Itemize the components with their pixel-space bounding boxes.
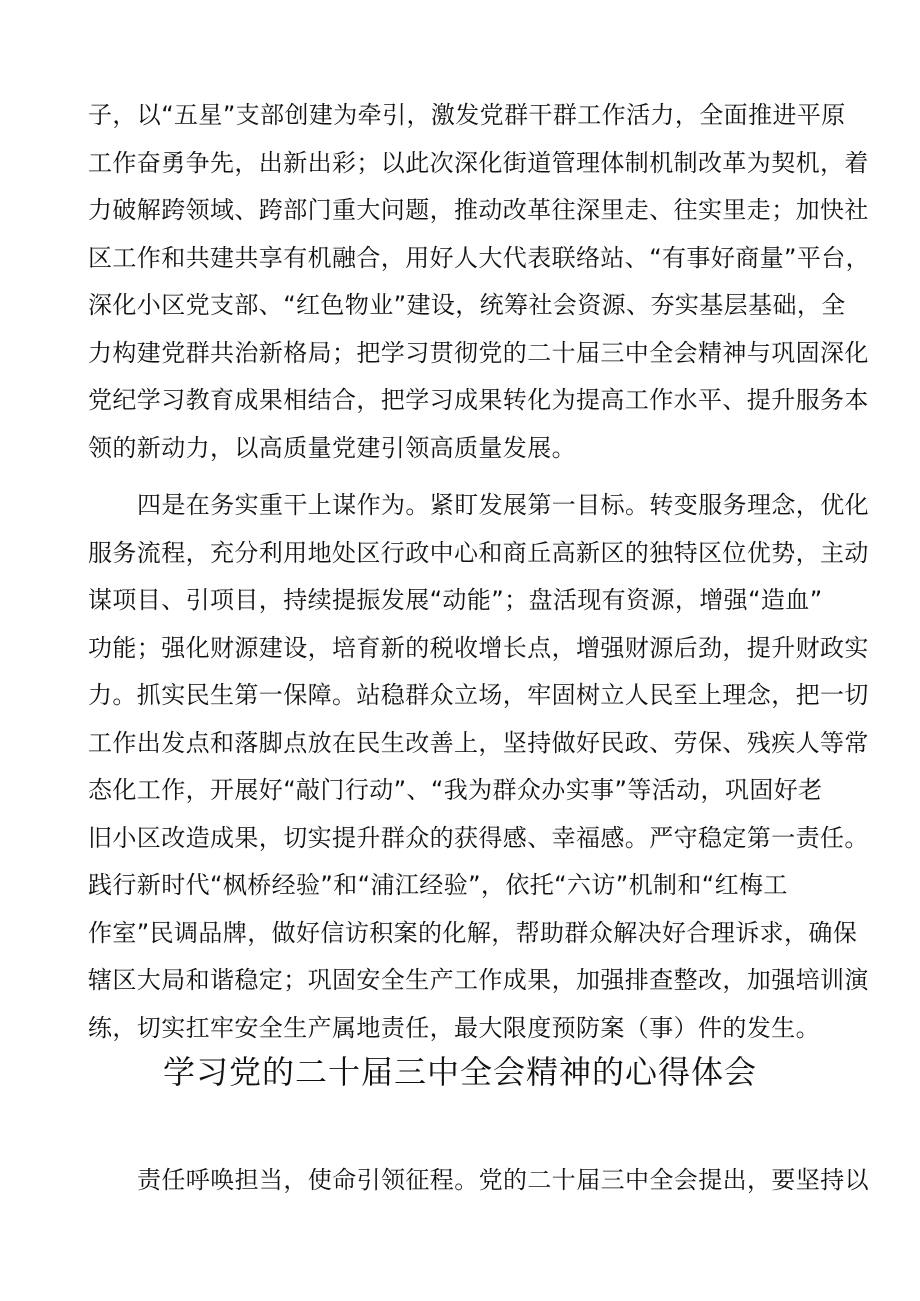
- paragraph-2-line-3: 谋项目、引项目，持续提振发展“动能”；盘活现有资源，增强“造血”: [88, 586, 823, 614]
- paragraph-2-line-8: 旧小区改造成果，切实提升群众的获得感、幸福感。严守稳定第一责任。: [88, 824, 869, 852]
- paragraph-1-line-2: 工作奋勇争先，出新出彩；以此次深化街道管理体制机制改革为契机，着: [88, 149, 869, 177]
- paragraph-1-line-3: 力破解跨领域、跨部门重大问题，推动改革往深里走、往实里走；加快社: [88, 196, 869, 224]
- paragraph-2-line-4: 功能；强化财源建设，培育新的税收增长点，增强财源后劲，提升财政实: [88, 634, 869, 662]
- paragraph-2-line-2: 服务流程，充分利用地处区行政中心和商丘高新区的独特区位优势，主动: [88, 539, 869, 567]
- paragraph-1-line-8: 领的新动力，以高质量党建引领高质量发展。: [88, 434, 576, 462]
- paragraph-2-line-7: 态化工作，开展好“敲门行动”、“我为群众办实事”等活动，巩固好老: [88, 776, 823, 804]
- paragraph-2-line-6: 工作出发点和落脚点放在民生改善上，坚持做好民政、劳保、残疾人等常: [88, 729, 869, 757]
- paragraph-1-line-5: 深化小区党支部、“红色物业”建设，统筹社会资源、夯实基层基础，全: [88, 291, 846, 319]
- paragraph-2-line-9: 践行新时代“枫桥经验”和“浦江经验”，依托“六访”机制和“红梅工: [88, 871, 788, 899]
- paragraph-3-line-1: 责任呼唤担当，使命引领征程。党的二十届三中全会提出，要坚持以: [137, 1166, 869, 1194]
- paragraph-2-line-5: 力。抓实民生第一保障。站稳群众立场，牢固树立人民至上理念，把一切: [88, 681, 869, 709]
- paragraph-2-line-10: 作室”民调品牌，做好信访积案的化解，帮助群众解决好合理诉求，确保: [88, 919, 858, 947]
- section-title: 学习党的二十届三中全会精神的心得体会: [162, 1053, 757, 1091]
- paragraph-2-line-1: 四是在务实重干上谋作为。紧盯发展第一目标。转变服务理念，优化: [137, 491, 869, 519]
- paragraph-1-line-7: 党纪学习教育成果相结合，把学习成果转化为提高工作水平、提升服务本: [88, 386, 869, 414]
- paragraph-2-line-11: 辖区大局和谐稳定；巩固安全生产工作成果，加强排查整改，加强培训演: [88, 966, 869, 994]
- paragraph-2-line-12: 练，切实扛牢安全生产属地责任，最大限度预防案（事）件的发生。: [88, 1014, 820, 1042]
- paragraph-1-line-1: 子，以“五星”支部创建为牵引，激发党群干群工作活力，全面推进平原: [88, 101, 846, 129]
- paragraph-1-line-4: 区工作和共建共享有机融合，用好人大代表联络站、“有事好商量”平台，: [88, 244, 871, 272]
- paragraph-1-line-6: 力构建党群共治新格局；把学习贯彻党的二十届三中全会精神与巩固深化: [88, 339, 869, 367]
